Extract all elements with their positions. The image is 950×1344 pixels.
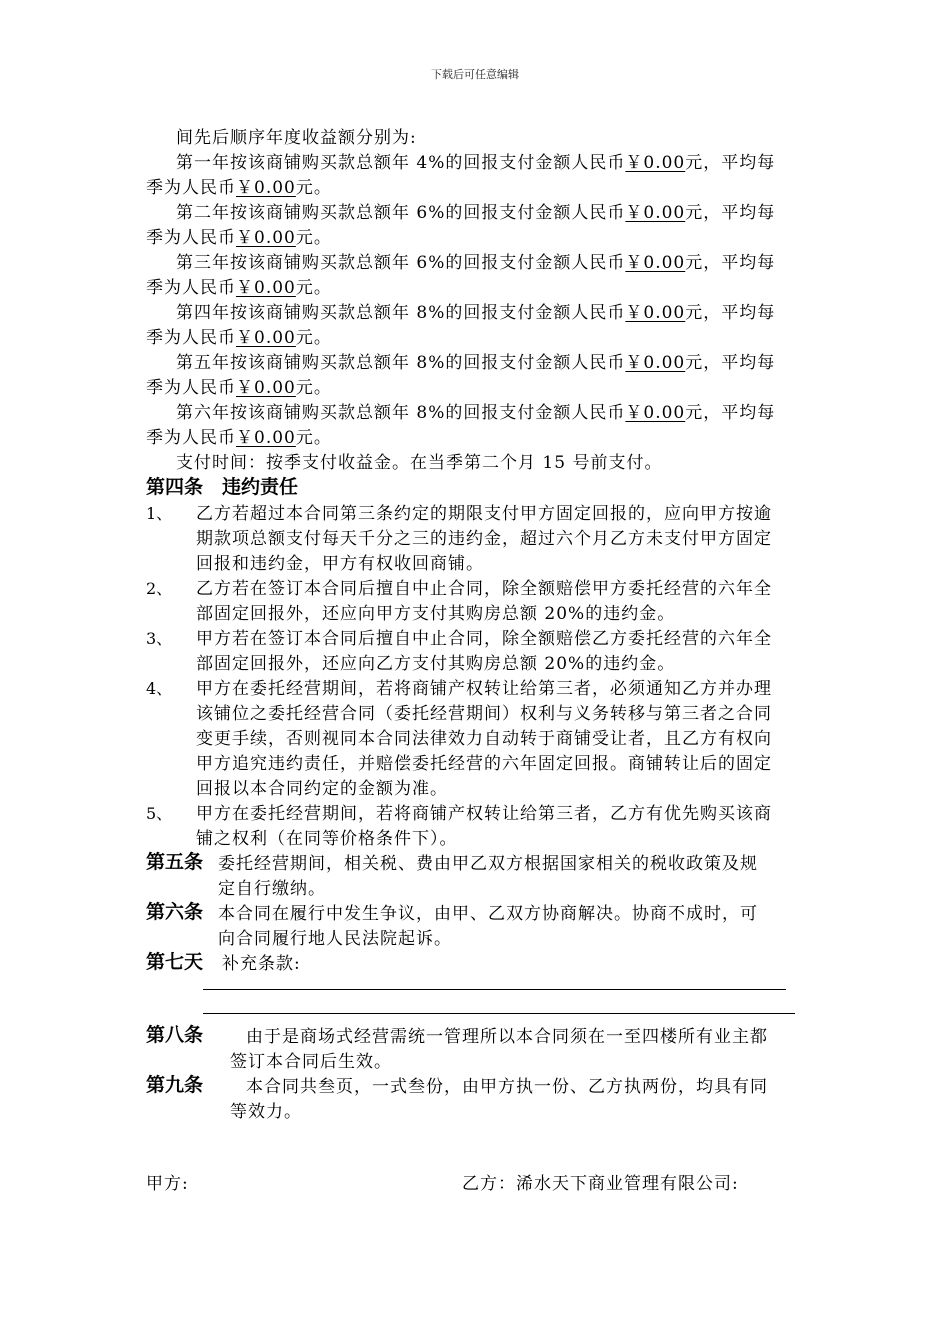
article-9-line: 本合同共叁页，一式叁份，由甲方执一份、乙方执两份，均具有同 [246,1077,768,1097]
item-line: 甲方在委托经营期间，若将商铺产权转让给第三者，必须通知乙方并办理 [196,679,772,699]
quarter-amount: ￥0.00 [236,328,296,348]
article-6-title: 第六条 [146,901,204,923]
item-line: 变更手续，否则视同本合同法律效力自动转于商铺受让者，且乙方有权向 [196,729,772,749]
quarter-text: 季为人民币 [146,428,236,448]
item-number: 2、 [146,579,173,598]
quarter-text-end: 元。 [295,228,332,248]
payment-time: 支付时间：按季支付收益金。在当季第二个月 15 号前支付。 [176,453,663,473]
item-number: 3、 [146,629,173,648]
article-8-line: 签订本合同后生效。 [230,1052,392,1072]
blank-line [203,989,786,990]
item-line: 期款项总额支付每天千分之三的违约金，超过六个月乙方未支付甲方固定 [196,529,772,549]
article-6-line: 向合同履行地人民法院起诉。 [218,929,452,949]
quarter-text: 季为人民币 [146,228,236,248]
year-amount: ￥0.00 [625,353,686,373]
quarter-text-end: 元。 [295,278,332,298]
quarter-amount: ￥0.00 [236,378,296,398]
year-text: 第六年按该商铺购买款总额年 8%的回报支付金额人民币 [176,403,626,423]
year-text: 第一年按该商铺购买款总额年 4%的回报支付金额人民币 [176,153,626,173]
article-8-line: 由于是商场式经营需统一管理所以本合同须在一至四楼所有业主都 [246,1027,768,1047]
quarter-text-end: 元。 [295,178,332,198]
item-line: 乙方若在签订本合同后擅自中止合同，除全额赔偿甲方委托经营的六年全 [196,579,772,599]
item-line: 铺之权利（在同等价格条件下）。 [196,829,458,849]
article-7-title: 第七天 [146,951,204,973]
article-7-text: 补充条款: [222,954,301,974]
item-number: 1、 [146,504,173,523]
quarter-text: 季为人民币 [146,378,236,398]
quarter-text-end: 元。 [295,428,332,448]
item-number: 4、 [146,679,173,698]
item-line: 部固定回报外，还应向乙方支付其购房总额 20%的违约金。 [196,654,676,674]
quarter-text-end: 元。 [295,378,332,398]
quarter-text: 季为人民币 [146,328,236,348]
party-a-signature: 甲方: [146,1174,189,1194]
year-amount: ￥0.00 [625,203,686,223]
blank-line [203,1013,795,1014]
party-b-signature: 乙方：浠水天下商业管理有限公司: [462,1174,739,1194]
quarter-amount: ￥0.00 [236,178,296,198]
item-line: 甲方若在签订本合同后擅自中止合同，除全额赔偿乙方委托经营的六年全 [196,629,772,649]
quarter-amount: ￥0.00 [236,278,296,298]
article-6-line: 本合同在履行中发生争议，由甲、乙双方协商解决。协商不成时，可 [218,904,758,924]
year-amount: ￥0.00 [625,253,686,273]
item-line: 甲方在委托经营期间，若将商铺产权转让给第三者，乙方有优先购买该商 [196,804,772,824]
year-text-mid: 元，平均每 [685,253,776,273]
article-5-line: 定自行缴纳。 [218,879,326,899]
quarter-text-end: 元。 [295,328,332,348]
year-text: 第二年按该商铺购买款总额年 6%的回报支付金额人民币 [176,203,626,223]
article-9-title: 第九条 [146,1074,204,1096]
item-line: 回报以本合同约定的金额为准。 [196,779,448,799]
year-amount: ￥0.00 [625,403,686,423]
article-5-title: 第五条 [146,851,204,873]
article-8-title: 第八条 [146,1024,204,1046]
item-number: 5、 [146,804,173,823]
year-text: 第四年按该商铺购买款总额年 8%的回报支付金额人民币 [176,303,626,323]
year-text-mid: 元，平均每 [685,353,776,373]
year-text: 第五年按该商铺购买款总额年 8%的回报支付金额人民币 [176,353,626,373]
intro-text: 间先后顺序年度收益额分别为: [176,128,417,148]
article-9-line: 等效力。 [230,1102,302,1122]
item-line: 乙方若超过本合同第三条约定的期限支付甲方固定回报的，应向甲方按逾 [196,504,772,524]
item-line: 甲方追究违约责任，并赔偿委托经营的六年固定回报。商铺转让后的固定 [196,754,772,774]
article-4-title: 第四条 违约责任 [146,476,299,498]
year-text-mid: 元，平均每 [685,153,776,173]
quarter-text: 季为人民币 [146,278,236,298]
item-line: 该铺位之委托经营合同（委托经营期间）权利与义务转移与第三者之合同 [196,704,772,724]
quarter-amount: ￥0.00 [236,428,296,448]
year-amount: ￥0.00 [625,303,686,323]
item-line: 回报和违约金，甲方有权收回商铺。 [196,554,484,574]
item-line: 部固定回报外，还应向甲方支付其购房总额 20%的违约金。 [196,604,676,624]
year-text-mid: 元，平均每 [685,203,776,223]
year-text-mid: 元，平均每 [685,303,776,323]
article-5-line: 委托经营期间，相关税、费由甲乙双方根据国家相关的税收政策及规 [218,854,758,874]
quarter-text: 季为人民币 [146,178,236,198]
year-text-mid: 元，平均每 [685,403,776,423]
year-amount: ￥0.00 [625,153,686,173]
year-text: 第三年按该商铺购买款总额年 6%的回报支付金额人民币 [176,253,626,273]
page-header: 下载后可任意编辑 [431,68,519,81]
quarter-amount: ￥0.00 [236,228,296,248]
